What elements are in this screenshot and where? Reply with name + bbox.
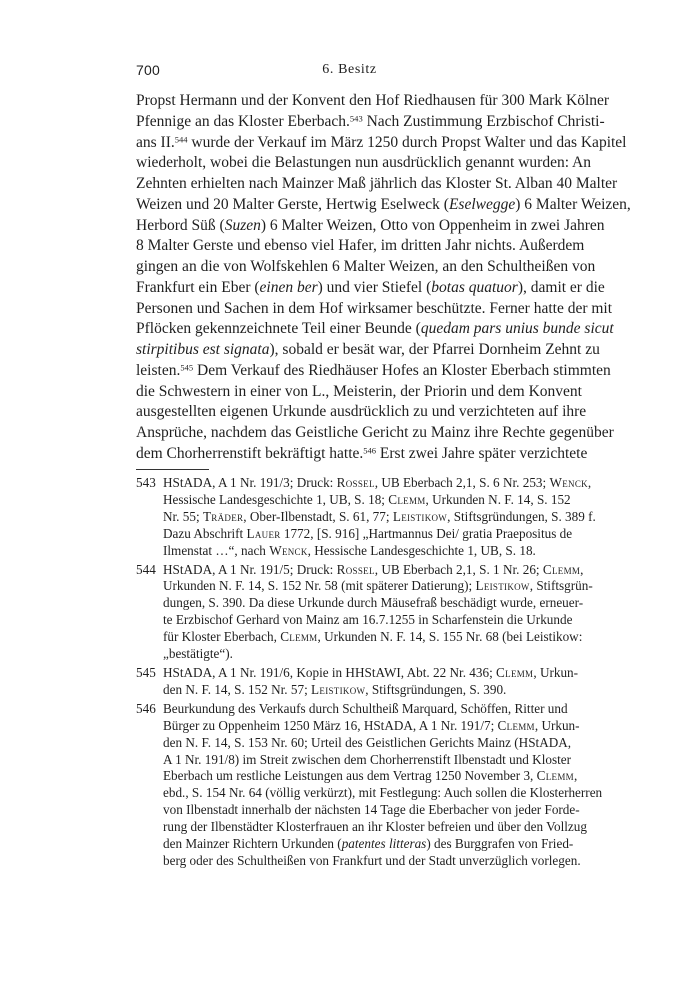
body-line: 8 Malter Gerste und ebenso viel Hafer, im dritten Jahr nichts. Außerdem xyxy=(136,237,585,255)
body-line: leisten.$^{545}$ Dem Verkauf des Riedhäuser Hofes an Kloster Eberbach stimmten xyxy=(136,361,611,379)
footnote-line: Ilmenstat …“, nach Wenck, Hessische Landesgeschichte 1, UB, S. 18. xyxy=(163,542,536,558)
footnote xyxy=(136,700,603,870)
footnote-line: dungen, S. 390. Da diese Urkunde durch Mäusefraß beschädigt wurde, erneuer- xyxy=(163,595,584,611)
footnote-text xyxy=(163,664,579,699)
body-line: Personen und Sachen in dem Hof wirksamer beschützte. Ferner hatte der mit xyxy=(136,299,613,317)
footnote-line: Urkunden N. F. 14, S. 152 Nr. 58 (mit späterer Datierung); Leistikow, Stiftsgrün- xyxy=(163,578,593,594)
body-line: gingen an die von Wolfskehlen 6 Malter Weizen, an den Schultheißen von xyxy=(136,258,596,275)
footnote-number: 545 xyxy=(136,664,156,680)
footnote-text xyxy=(163,561,593,663)
footnote-line: HStADA, A 1 Nr. 191/6, Kopie in HHStAWI, Abt. 22 Nr. 436; Clemm, Urkun- xyxy=(163,664,579,680)
body-line: dem Chorherrenstift bekräftigt hatte.$^{546}$ Erst zwei Jahre später verzichtete xyxy=(136,444,588,462)
footnote-line: für Kloster Eberbach, Clemm, Urkunden N. F. 14, S. 155 Nr. 68 (bei Leistikow: xyxy=(163,629,583,645)
body-line: ausgestellten eigenen Urkunde ausdrücklich zu und verzichteten auf ihre xyxy=(136,403,587,421)
footnote-number: 543 xyxy=(136,475,156,490)
footnotes xyxy=(136,473,603,870)
footnote-line: den Mainzer Richtern Urkunden (patentes litteras) des Burggrafen von Fried- xyxy=(163,836,574,852)
body-text xyxy=(136,91,631,465)
page-number: 700 xyxy=(136,62,160,78)
footnote-line: Dazu Abschrift Lauer 1772, [S. 916] „Hartmannus Dei/ gratia Praepositus de xyxy=(163,525,573,541)
footnote-line: von Ilbenstadt innerhalb der nächsten 14 Tage die Eberbacher von jeder Forde- xyxy=(163,802,580,818)
footnote-line: „bestätigte“). xyxy=(163,646,233,662)
footnote-line: Hessische Landesgeschichte 1, UB, S. 18; Clemm, Urkunden N. F. 14, S. 152 xyxy=(163,491,571,507)
footnote-line: Eberbach um restliche Leistungen aus dem Vertrag 1250 November 3, Clemm, xyxy=(163,768,578,784)
body-line: Herbord Süß (Suzen) 6 Malter Weizen, Otto von Oppenheim in zwei Jahren xyxy=(136,216,605,234)
footnote-number: 546 xyxy=(136,700,156,716)
footnote-line: HStADA, A 1 Nr. 191/3; Druck: Rossel, UB Eberbach 2,1, S. 6 Nr. 253; Wenck, xyxy=(163,475,592,490)
body-line: wiederholt, wobei die Belastungen nun ausdrücklich genannt wurden: An xyxy=(136,154,591,172)
footnote-line: Beurkundung des Verkaufs durch Schultheiß Marquard, Schöffen, Ritter und xyxy=(163,700,568,716)
footnote-line: rung der Ilbenstädter Klosterfrauen an ihr Kloster befreien und über den Vollzug xyxy=(163,819,587,835)
body-line: Weizen und 20 Malter Gerste, Hertwig Eselweck (Eselwegge) 6 Malter Weizen, xyxy=(136,195,631,213)
footnote-line: Nr. 55; Träder, Ober-Ilbenstadt, S. 61, 77; Leistikow, Stiftsgründungen, S. 389 f. xyxy=(163,508,596,524)
page-header xyxy=(136,62,563,82)
footnote-separator xyxy=(136,469,209,470)
footnote xyxy=(136,664,579,699)
body-line: Pfennige an das Kloster Eberbach.$^{543}$ Nach Zustimmung Erzbischof Christi- xyxy=(136,112,605,130)
body-line: Pflöcken gekennzeichnete Teil einer Beunde (quedam pars unius bunde sicut xyxy=(136,320,614,338)
footnote xyxy=(136,561,593,663)
footnote-text xyxy=(163,700,603,870)
body-line: Ansprüche, nachdem das Geistliche Gericht zu Mainz ihre Rechte gegenüber xyxy=(136,424,614,441)
footnote-line: berg oder des Schultheißen von Frankfurt und der Stadt unverzüglich vorlegen. xyxy=(163,852,581,868)
footnote-text xyxy=(163,475,596,560)
footnote-line: te Erzbischof Gerhard von Mainz am 16.7.1255 in Scharfenstein die Urkunde xyxy=(163,612,573,628)
body-line: Zehnten erhielten nach Mainzer Maß jährlich das Kloster St. Alban 40 Malter xyxy=(136,175,618,192)
body-line: stirpitibus est signata), sobald er besät war, der Pfarrei Dornheim Zehnt zu xyxy=(136,341,600,358)
body-line: Propst Hermann und der Konvent den Hof Riedhausen für 300 Mark Kölner xyxy=(136,92,610,109)
footnote xyxy=(136,475,596,560)
footnote-line: den N. F. 14, S. 152 Nr. 57; Leistikow, Stiftsgründungen, S. 390. xyxy=(163,681,507,697)
footnote-number: 544 xyxy=(136,561,156,577)
running-head: 6. Besitz xyxy=(322,62,377,77)
footnote-line: den N. F. 14, S. 153 Nr. 60; Urteil des Geistlichen Gerichts Mainz (HStADA, xyxy=(163,734,572,750)
body-line: ans II.$^{544}$ wurde der Verkauf im März 1250 durch Propst Walter und das Kapitel xyxy=(136,133,627,151)
body-line: Frankfurt ein Eber (einen ber) und vier Stiefel (botas quatuor), damit er die xyxy=(136,278,605,296)
footnote-line: ebd., S. 154 Nr. 64 (völlig verkürzt), mit Festlegung: Auch sollen die Klosterherren xyxy=(163,785,603,801)
footnote-line: A 1 Nr. 191/8) im Streit zwischen dem Chorherrenstift Ilbenstadt und Kloster xyxy=(163,751,572,767)
footnote-line: HStADA, A 1 Nr. 191/5; Druck: Rossel, UB Eberbach 2,1, S. 1 Nr. 26; Clemm, xyxy=(163,561,584,577)
body-line: die Schwestern in einer von L., Meisterin, der Priorin und dem Konvent xyxy=(136,382,582,400)
footnote-line: Bürger zu Oppenheim 1250 März 16, HStADA, A 1 Nr. 191/7; Clemm, Urkun- xyxy=(163,717,580,733)
